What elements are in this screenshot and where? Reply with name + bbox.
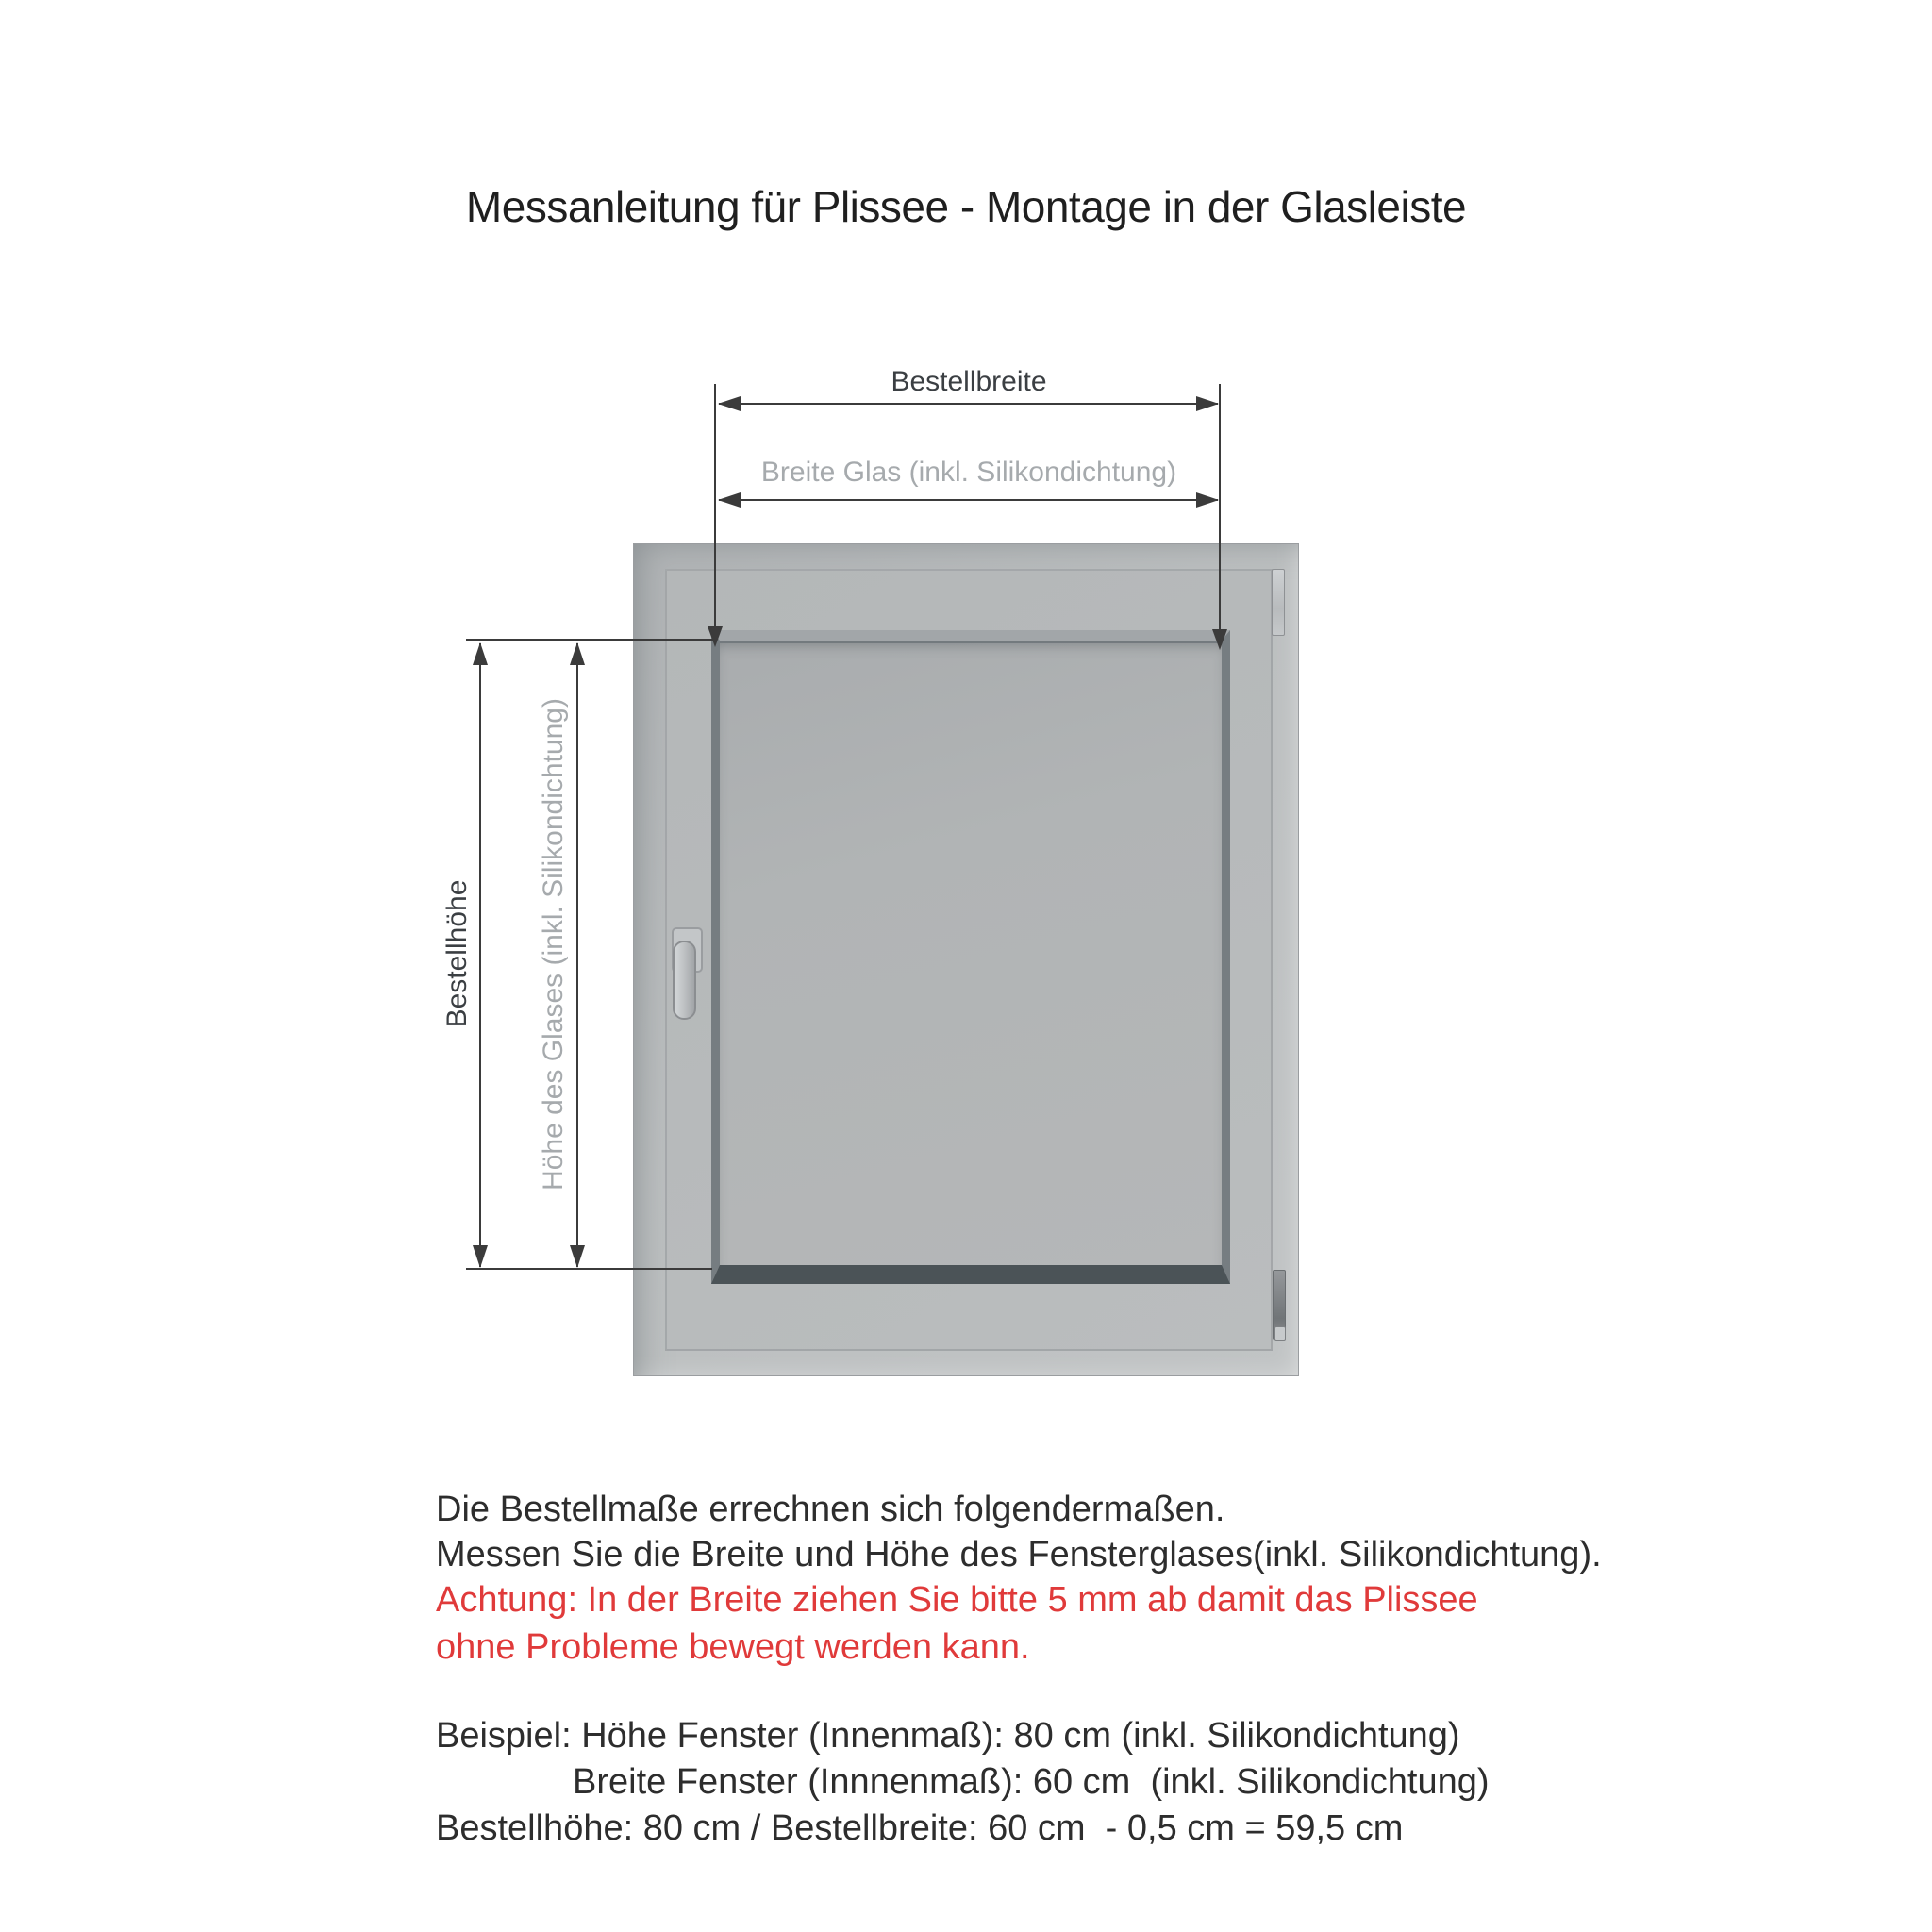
- hinge-bottom-icon: [1273, 1270, 1286, 1340]
- warning-line-2: ohne Probleme bewegt werden kann.: [436, 1627, 1030, 1667]
- hinge-pin: [1274, 1326, 1286, 1341]
- breite-glas-label: Breite Glas (inkl. Silikondichtung): [760, 457, 1177, 488]
- extension-line-width-left: [714, 384, 716, 627]
- instruction-line-1: Die Bestellmaße errechnen sich folgendermaßen.: [436, 1490, 1225, 1529]
- breite-glas-dim-line: [719, 499, 1218, 501]
- bestellbreite-label: Bestellbreite: [891, 366, 1047, 397]
- bestellbreite-dim-line: [719, 403, 1218, 405]
- instruction-line-2: Messen Sie die Breite und Höhe des Fensterglases(inkl. Silikondichtung).: [436, 1535, 1602, 1574]
- bestellhoehe-label: Bestellhöhe: [441, 879, 473, 1028]
- extension-line-height-top: [466, 639, 714, 641]
- hoehe-glas-label: Höhe des Glases (inkl. Silikondichtung): [538, 698, 569, 1191]
- bestellhoehe-dim-line: [479, 643, 481, 1267]
- extension-arrowhead-right: [1212, 629, 1227, 650]
- extension-line-width-right: [1219, 384, 1221, 629]
- hinge-top-icon: [1272, 569, 1285, 636]
- page-title: Messanleitung für Plissee - Montage in der Glasleiste: [465, 182, 1467, 231]
- example-line-2: Breite Fenster (Innnenmaß): 60 cm (inkl. Silikondichtung): [573, 1762, 1490, 1802]
- extension-line-height-bottom: [466, 1268, 712, 1270]
- glass-bead-frame: [711, 630, 1230, 1284]
- example-line-1: Beispiel: Höhe Fenster (Innenmaß): 80 cm (inkl. Silikondichtung): [436, 1716, 1460, 1756]
- warning-line-1: Achtung: In der Breite ziehen Sie bitte 5 mm ab damit das Plissee: [436, 1580, 1478, 1620]
- window-handle: [673, 941, 696, 1020]
- example-line-3: Bestellhöhe: 80 cm / Bestellbreite: 60 cm - 0,5 cm = 59,5 cm: [436, 1808, 1404, 1848]
- window-glass: [720, 641, 1222, 1265]
- hoehe-glas-dim-line: [576, 643, 578, 1267]
- window-frame: [633, 543, 1299, 1376]
- extension-arrowhead-left: [708, 626, 723, 647]
